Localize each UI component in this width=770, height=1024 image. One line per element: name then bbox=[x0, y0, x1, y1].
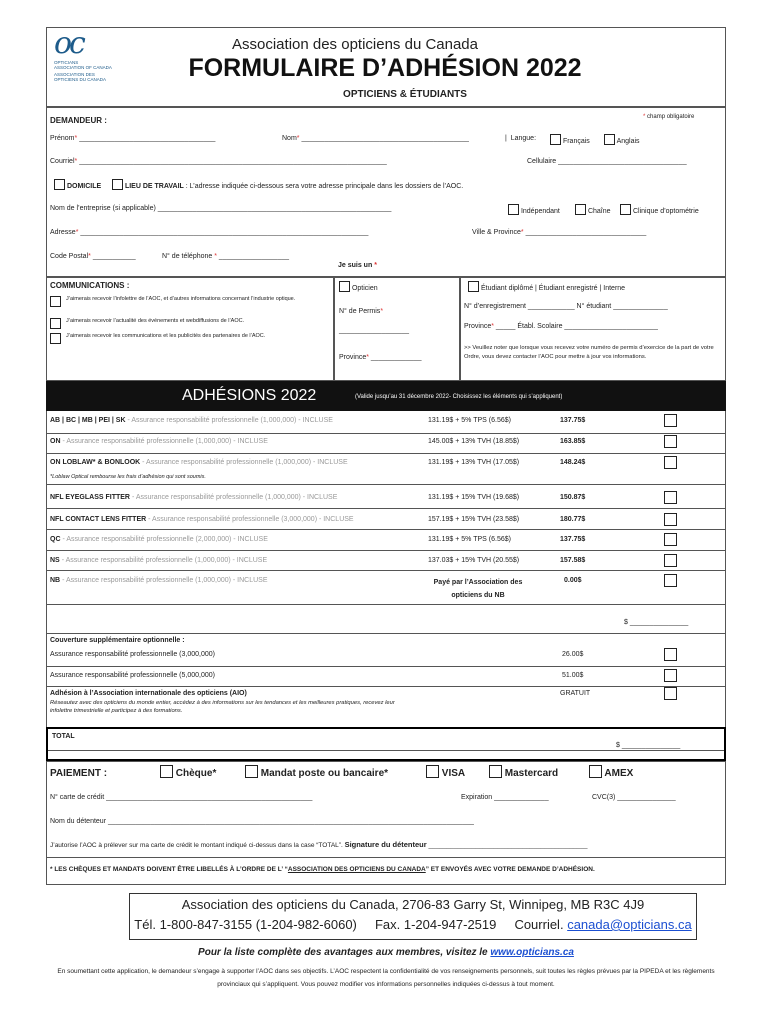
company-field[interactable]: Nom de l’entreprise (si applicable) ____________________________________________________________ bbox=[50, 205, 392, 212]
checkbox[interactable] bbox=[426, 765, 439, 778]
optician-province-field[interactable]: Province* _____________ bbox=[339, 354, 422, 361]
authorize-text: J’autorise l’AOC à prélever sur ma carte de crédit le montant indiqué ci-dessus dans la case “TOTAL”. Signature du détenteur ____________________________________________ bbox=[50, 840, 588, 849]
divider bbox=[47, 453, 725, 454]
memberships-title: ADHÉSIONS 2022 bbox=[182, 387, 317, 404]
work-option[interactable]: LIEU DE TRAVAIL : L’adresse indiquée ci-dessous sera votre adresse principale dans les dossiers de l’AOC. bbox=[112, 179, 463, 190]
checkbox[interactable] bbox=[50, 296, 61, 307]
footer-address: Association des opticiens du Canada, 2706-83 Garry St, Winnipeg, MB R3C 4J9 bbox=[181, 897, 645, 912]
applicant-box bbox=[46, 107, 726, 277]
footer-contact bbox=[129, 917, 697, 932]
permit-field[interactable]: N° de Permis* bbox=[339, 308, 384, 315]
divider bbox=[47, 570, 725, 571]
divider bbox=[47, 484, 725, 485]
student-option[interactable]: Étudiant diplômé | Étudiant enregistré | Interne bbox=[468, 281, 625, 292]
clinic-option[interactable]: Clinique d’optométrie bbox=[620, 204, 699, 215]
benefits-line: Pour la liste complète des avantages aux membres, visitez le www.opticians.ca bbox=[198, 947, 574, 958]
phone-field[interactable]: N° de téléphone * __________________ bbox=[162, 253, 290, 260]
checkbox[interactable] bbox=[664, 574, 677, 587]
expiry-field[interactable]: Expiration ______________ bbox=[461, 794, 549, 801]
city-province-field[interactable]: Ville & Province* _______________________________ bbox=[472, 229, 647, 236]
subtotal-field[interactable]: $ _______________ bbox=[624, 619, 689, 626]
divider bbox=[47, 686, 725, 687]
communications-box bbox=[46, 277, 334, 381]
extra-heading: Couverture supplémentaire optionnelle : bbox=[50, 637, 185, 644]
checkbox[interactable] bbox=[508, 204, 519, 215]
footer-tel: Tél. 1-800-847-3155 (1-204-982-6060) bbox=[134, 917, 357, 932]
divider bbox=[47, 550, 725, 551]
checkbox[interactable] bbox=[664, 554, 677, 567]
holder-field[interactable]: Nom du détenteur ______________________________________________________________________________________________ bbox=[50, 818, 474, 825]
cvc-field[interactable]: CVC(3) _______________ bbox=[592, 794, 676, 801]
language-field: | Langue: bbox=[505, 135, 537, 142]
payment-option-mastercard[interactable]: Mastercard bbox=[489, 765, 558, 779]
applicant-heading: DEMANDEUR : bbox=[50, 116, 107, 125]
form-subtitle: OPTICIENS & ÉTUDIANTS bbox=[343, 89, 467, 100]
legal-text: En soumettant cette application, le demandeur s’engage à supporter l’AOC dans ses objectifs. L’AOC respectent la confidentialité de vos renseignements personnels, suit toutes les règles prévues par la PIPEDA et les règlements provinciaux qui s’appliquent. Vous pouvez modifier vos informations personnelles indiquées ci-dessus à tout moment. bbox=[57, 968, 715, 988]
student-note: >> Veuillez noter que lorsque vous recevez votre numéro de permis d’exercice de la part de votre Ordre, vous devez contacter l’AOC pour mettre à jour vos informations. bbox=[464, 345, 714, 360]
checkbox[interactable] bbox=[54, 179, 65, 190]
form-title: FORMULAIRE D’ADHÉSION 2022 bbox=[188, 54, 582, 82]
logo bbox=[54, 26, 144, 100]
email-field[interactable]: Courriel* _______________________________________________________________________________ bbox=[50, 158, 387, 165]
logo-line: OPTICIANS bbox=[54, 60, 79, 65]
cheque-note: * LES CHÈQUES ET MANDATS DOIVENT ÊTRE LIBELLÉS À L’ORDRE DE L’ “ASSOCIATION DES OPTICIENS DU CANADA” ET ENVOYÉS AVEC VOTRE DEMANDE D’ADHÉSION. bbox=[50, 866, 595, 873]
checkbox[interactable] bbox=[664, 648, 677, 661]
divider bbox=[47, 633, 725, 634]
memberships-banner bbox=[46, 381, 726, 411]
association-name: Association des opticiens du Canada bbox=[232, 36, 478, 53]
checkbox[interactable] bbox=[468, 281, 479, 292]
checkbox[interactable] bbox=[664, 456, 677, 469]
address-field[interactable]: Adresse* __________________________________________________________________________ bbox=[50, 229, 369, 236]
checkbox[interactable] bbox=[620, 204, 631, 215]
divider bbox=[47, 604, 725, 605]
optician-option[interactable]: Opticien bbox=[339, 281, 378, 292]
divider bbox=[47, 857, 725, 858]
total-label: TOTAL bbox=[52, 733, 75, 740]
reg-field[interactable]: N° d’enregistrement ____________ N° étudiant ______________ bbox=[464, 303, 668, 310]
comm-option[interactable]: J’aimerais recevoir l’infolettre de l’AOC, et d’autres informations concernant l’industrie optique. bbox=[50, 296, 332, 307]
loblaw-note: *Loblaw Optical rembourse les frais d’adhésion qui sont soumis. bbox=[50, 474, 206, 480]
aio-description: Réseautez avec des opticiens du monde entier, accédez à des informations sur les tendances et les meilleures pratiques, recevez leur infolettre trimestrielle et participez à des formations. bbox=[50, 700, 395, 714]
checkbox[interactable] bbox=[664, 491, 677, 504]
checkbox[interactable] bbox=[339, 281, 350, 292]
checkbox[interactable] bbox=[664, 669, 677, 682]
lang-en-option[interactable]: Anglais bbox=[604, 134, 640, 145]
independent-option[interactable]: Indépendant bbox=[508, 204, 560, 215]
payment-option-amex[interactable]: AMEX bbox=[589, 765, 633, 779]
payment-option-visa[interactable]: VISA bbox=[426, 765, 465, 779]
payment-heading: PAIEMENT : bbox=[50, 768, 108, 779]
comm-option[interactable]: J’aimerais recevoir les communications et les publicités des partenaires de l’AOC. bbox=[50, 333, 332, 344]
checkbox[interactable] bbox=[489, 765, 502, 778]
divider bbox=[47, 508, 725, 509]
total-field[interactable]: $ _______________ bbox=[616, 742, 681, 749]
i-am-label: Je suis un * bbox=[338, 262, 377, 269]
checkbox[interactable] bbox=[160, 765, 173, 778]
cell-field[interactable]: Cellulaire _________________________________ bbox=[527, 158, 687, 165]
checkbox[interactable] bbox=[575, 204, 586, 215]
logo-mark: oc bbox=[54, 26, 83, 61]
logo-line: OPTICIENS DU CANADA bbox=[54, 77, 107, 82]
logo-line: ASSOCIATION OF CANADA bbox=[54, 65, 112, 70]
logo-line: ASSOCIATION DES bbox=[54, 72, 95, 77]
checkbox[interactable] bbox=[664, 414, 677, 427]
checkbox[interactable] bbox=[550, 134, 561, 145]
divider bbox=[47, 529, 725, 530]
first-name-field[interactable]: Prénom* ___________________________________ bbox=[50, 135, 216, 142]
lang-fr-option[interactable]: Français bbox=[550, 134, 590, 145]
footer-email-link[interactable]: canada@opticians.ca bbox=[567, 917, 692, 932]
checkbox[interactable] bbox=[664, 435, 677, 448]
home-option[interactable]: DOMICILE bbox=[54, 179, 101, 190]
divider bbox=[47, 433, 725, 434]
permit-line: __________________ bbox=[339, 327, 410, 334]
payment-option-cheque[interactable]: Chèque* bbox=[160, 765, 216, 779]
postal-field[interactable]: Code Postal* ___________ bbox=[50, 253, 136, 260]
checkbox[interactable] bbox=[664, 533, 677, 546]
checkbox[interactable] bbox=[604, 134, 615, 145]
checkbox[interactable] bbox=[664, 513, 677, 526]
comm-option[interactable]: J’aimerais recevoir l’actualité des événements et webdiffusions de l’AOC. bbox=[50, 318, 332, 329]
checkbox[interactable] bbox=[50, 318, 61, 329]
checkbox[interactable] bbox=[589, 765, 602, 778]
communications-heading: COMMUNICATIONS : bbox=[50, 281, 130, 290]
required-note: * champ obligatoire bbox=[643, 114, 695, 120]
website-link[interactable]: www.opticians.ca bbox=[490, 947, 574, 958]
student-province-field[interactable]: Province* _____ Établ. Scolaire ________________________ bbox=[464, 323, 658, 330]
card-number-field[interactable]: N° carte de crédit _____________________________________________________ bbox=[50, 794, 313, 801]
checkbox[interactable] bbox=[664, 687, 677, 700]
checkbox[interactable] bbox=[112, 179, 123, 190]
memberships-subtitle: (Valide jusqu’au 31 décembre 2022- Choisissez les éléments qui s’appliquent) bbox=[355, 394, 563, 400]
divider bbox=[47, 666, 725, 667]
checkbox[interactable] bbox=[50, 333, 61, 344]
payment-option-money-order[interactable]: Mandat poste ou bancaire* bbox=[245, 765, 388, 779]
last-name-field[interactable]: Nom* ___________________________________________ bbox=[282, 135, 469, 142]
chain-option[interactable]: Chaîne bbox=[575, 204, 611, 215]
footer-email-label: Courriel. bbox=[514, 917, 564, 932]
footer-fax: Fax. 1-204-947-2519 bbox=[374, 917, 497, 932]
checkbox[interactable] bbox=[245, 765, 258, 778]
